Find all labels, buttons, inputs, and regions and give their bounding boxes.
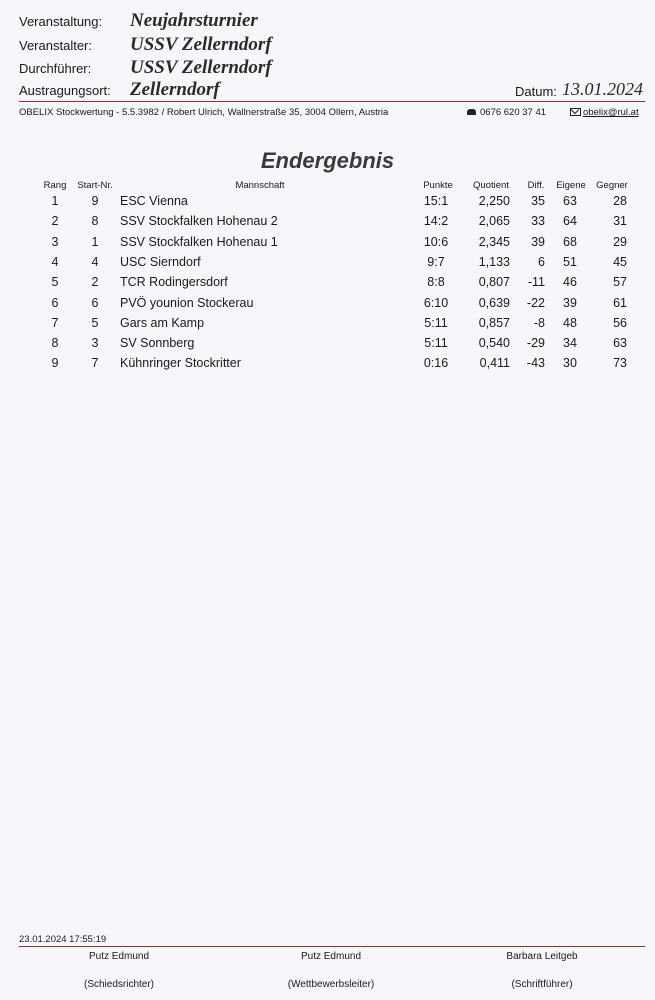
cell-gegner: 57 [613,275,627,290]
cell-start: 3 [91,336,99,351]
cell-mannschaft: PVÖ younion Stockerau [120,295,254,310]
cell-gegner: 73 [613,356,627,371]
cell-diff: -22 [526,295,545,310]
cell-gegner: 28 [613,194,627,208]
cell-mannschaft: SSV Stockfalken Hohenau 1 [120,234,278,249]
field-value-veranstalter: USSV Zellerndorf [130,34,272,55]
col-header-punkte: Punkte [423,180,453,191]
field-value-austragungsort: Zellerndorf [130,79,220,100]
col-header-start: Start-Nr. [77,180,113,191]
signature-name-schiedsrichter: Putz Edmund [88,951,150,962]
field-label-veranstalter: Veranstalter: [19,38,92,53]
phone-info [467,107,546,118]
cell-eigene: 51 [563,254,577,269]
cell-rang: 8 [51,336,59,351]
cell-eigene: 34 [563,336,577,351]
datum-value: 13.01.2024 [562,79,643,99]
cell-diff: 6 [538,254,545,269]
print-timestamp: 23.01.2024 17:55:19 [19,934,107,945]
col-header-eigene: Eigene [556,180,586,191]
cell-punkte: 15:1 [423,194,449,208]
cell-mannschaft: ESC Vienna [120,194,188,208]
cell-gegner: 56 [613,315,627,330]
col-header-mannschaft: Mannschaft [235,180,285,191]
cell-quotient: 0,807 [478,275,510,290]
cell-diff: 35 [531,194,545,208]
cell-punkte: 8:8 [427,275,445,290]
cell-rang: 7 [51,315,59,330]
cell-quotient: 1,133 [478,254,510,269]
email-address: obelix@rul.at [583,107,639,118]
cell-rang: 6 [51,295,59,310]
cell-eigene: 63 [563,194,577,208]
cell-quotient: 2,345 [478,234,510,249]
cell-diff: 39 [531,234,545,249]
cell-quotient: 0,411 [479,356,510,371]
cell-diff: -8 [533,315,545,330]
page-title: Endergebnis [260,148,395,173]
cell-start: 5 [91,315,99,330]
cell-start: 7 [91,356,99,371]
cell-rang: 3 [51,234,59,249]
cell-punkte: 6:10 [423,295,449,310]
field-value-veranstaltung: Neujahrsturnier [130,10,258,31]
cell-eigene: 48 [563,315,577,330]
cell-eigene: 30 [563,356,577,371]
cell-diff: 33 [531,214,545,229]
cell-start: 4 [91,254,99,269]
cell-quotient: 2,250 [478,194,510,208]
cell-rang: 1 [51,194,59,208]
cell-mannschaft: TCR Rodingersdorf [120,275,228,290]
col-header-gegner: Gegner [596,180,628,191]
col-header-rang: Rang [43,180,67,191]
cell-start: 1 [91,234,99,249]
cell-start: 6 [91,295,99,310]
cell-mannschaft: SV Sonnberg [120,336,195,351]
cell-punkte: 5:11 [424,315,448,330]
header-rule [19,101,645,102]
cell-punkte: 0:16 [423,356,449,371]
email-info [570,107,639,118]
cell-start: 2 [91,275,99,290]
cell-quotient: 0,540 [478,336,510,351]
signature-name-wettbewerbsleiter: Putz Edmund [300,951,362,962]
software-info: OBELIX Stockwertung - 5.5.3982 / Robert Ulrich, Wallnerstraße 35, 3004 Ollern, Austria [19,107,389,118]
cell-punkte: 10:6 [423,234,449,249]
cell-rang: 5 [51,275,59,290]
cell-diff: -43 [526,356,545,371]
field-label-durchfuehrer: Durchführer: [19,61,92,76]
cell-mannschaft: SSV Stockfalken Hohenau 2 [120,214,278,229]
cell-rang: 9 [51,356,59,371]
cell-eigene: 46 [563,275,577,290]
col-header-diff: Diff. [527,180,545,191]
signature-role-wettbewerbsleiter: (Wettbewerbsleiter) [287,979,375,990]
cell-eigene: 64 [563,214,577,229]
phone-number: 0676 620 37 41 [480,107,547,118]
cell-quotient: 0,857 [478,315,510,330]
cell-rang: 2 [51,214,59,229]
col-header-quotient: Quotient [473,180,509,191]
signature-role-schiedsrichter: (Schiedsrichter) [83,979,155,990]
signature-name-schriftfuehrer: Barbara Leitgeb [506,951,578,962]
cell-gegner: 61 [613,295,627,310]
field-label-veranstaltung: Veranstaltung: [19,14,103,29]
cell-diff: -29 [526,336,545,351]
cell-gegner: 63 [613,336,627,351]
cell-punkte: 5:11 [424,336,448,351]
cell-eigene: 39 [563,295,577,310]
cell-mannschaft: Gars am Kamp [120,315,205,330]
cell-gegner: 29 [613,234,627,249]
mail-icon [570,108,581,116]
footer-rule [19,946,645,947]
cell-quotient: 2,065 [478,214,510,229]
cell-start: 8 [91,214,99,229]
cell-rang: 4 [51,254,59,269]
field-label-austragungsort: Austragungsort: [19,83,111,98]
cell-start: 9 [91,194,99,208]
datum-label: Datum: [515,84,557,99]
cell-punkte: 14:2 [423,214,449,229]
cell-punkte: 9:7 [427,254,445,269]
cell-eigene: 68 [563,234,577,249]
cell-quotient: 0,639 [478,295,510,310]
phone-icon [467,109,476,115]
cell-diff: -11 [527,275,545,290]
field-value-durchfuehrer: USSV Zellerndorf [130,57,272,78]
cell-gegner: 45 [613,254,627,269]
cell-mannschaft: USC Sierndorf [120,254,201,269]
cell-mannschaft: Kühnringer Stockritter [120,356,241,371]
signature-role-schriftfuehrer: (Schriftführer) [511,979,573,990]
cell-gegner: 31 [613,214,627,229]
